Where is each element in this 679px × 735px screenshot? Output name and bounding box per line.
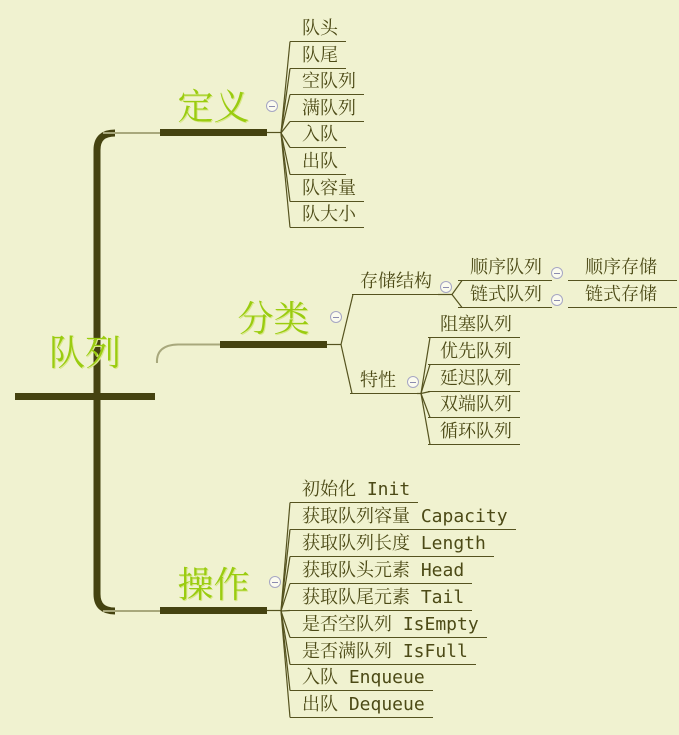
leaf-blocking-queue[interactable]: 阻塞队列 (428, 313, 520, 338)
minus-icon (333, 317, 339, 318)
leaf-priority-queue[interactable]: 优先队列 (428, 340, 520, 365)
leaf-queue-capacity[interactable]: 队容量 (290, 177, 364, 202)
minus-icon (554, 273, 560, 274)
minus-icon (269, 106, 275, 107)
node-traits[interactable]: 特性 (350, 369, 417, 394)
minus-icon (554, 300, 560, 301)
leaf-queue-head[interactable]: 队头 (290, 17, 346, 42)
leaf-linked-storage[interactable]: 链式存储 (568, 283, 677, 308)
node-storage-structure[interactable]: 存储结构 (352, 270, 442, 295)
minus-icon (410, 382, 416, 383)
leaf-enqueue[interactable]: 入队 (290, 123, 346, 148)
collapse-icon-sequential-queue[interactable] (551, 267, 563, 279)
leaf-deque[interactable]: 双端队列 (428, 393, 520, 418)
minus-icon (272, 582, 278, 583)
branch-operations[interactable]: 操作 (160, 565, 267, 614)
collapse-icon-classification[interactable] (330, 311, 342, 323)
edge-to-classification (157, 345, 221, 364)
leaf-op-tail[interactable]: 获取队尾元素 Tail (290, 586, 472, 611)
leaf-sequential-storage[interactable]: 顺序存储 (568, 256, 677, 281)
node-sequential-queue[interactable]: 顺序队列 (458, 256, 552, 281)
leaf-op-init[interactable]: 初始化 Init (290, 478, 418, 503)
branch-definition[interactable]: 定义 (160, 87, 267, 136)
collapse-icon-linked-queue[interactable] (551, 294, 563, 306)
leaf-full-queue[interactable]: 满队列 (290, 97, 364, 122)
collapse-icon-storage-structure[interactable] (440, 281, 452, 293)
branch-classification[interactable]: 分类 (220, 299, 327, 348)
collapse-icon-traits[interactable] (407, 376, 419, 388)
leaf-op-head[interactable]: 获取队头元素 Head (290, 559, 472, 584)
leaf-queue-tail[interactable]: 队尾 (290, 44, 346, 69)
leaf-op-dequeue[interactable]: 出队 Dequeue (290, 693, 433, 718)
leaf-op-isfull[interactable]: 是否满队列 IsFull (290, 640, 476, 665)
minus-icon (443, 287, 449, 288)
leaf-queue-size[interactable]: 队大小 (290, 203, 364, 228)
leaf-op-capacity[interactable]: 获取队列容量 Capacity (290, 505, 516, 530)
node-linked-queue[interactable]: 链式队列 (458, 283, 552, 308)
leaf-op-length[interactable]: 获取队列长度 Length (290, 532, 494, 557)
leaf-op-enqueue[interactable]: 入队 Enqueue (290, 666, 433, 691)
collapse-icon-operations[interactable] (269, 576, 281, 588)
leaf-circular-queue[interactable]: 循环队列 (428, 420, 520, 445)
leaf-delay-queue[interactable]: 延迟队列 (428, 367, 520, 392)
leaf-empty-queue[interactable]: 空队列 (290, 70, 364, 95)
collapse-icon-definition[interactable] (266, 100, 278, 112)
leaf-dequeue[interactable]: 出队 (290, 150, 346, 175)
root-node-queue[interactable]: 队列 (15, 333, 155, 400)
leaf-op-isempty[interactable]: 是否空队列 IsEmpty (290, 613, 487, 638)
